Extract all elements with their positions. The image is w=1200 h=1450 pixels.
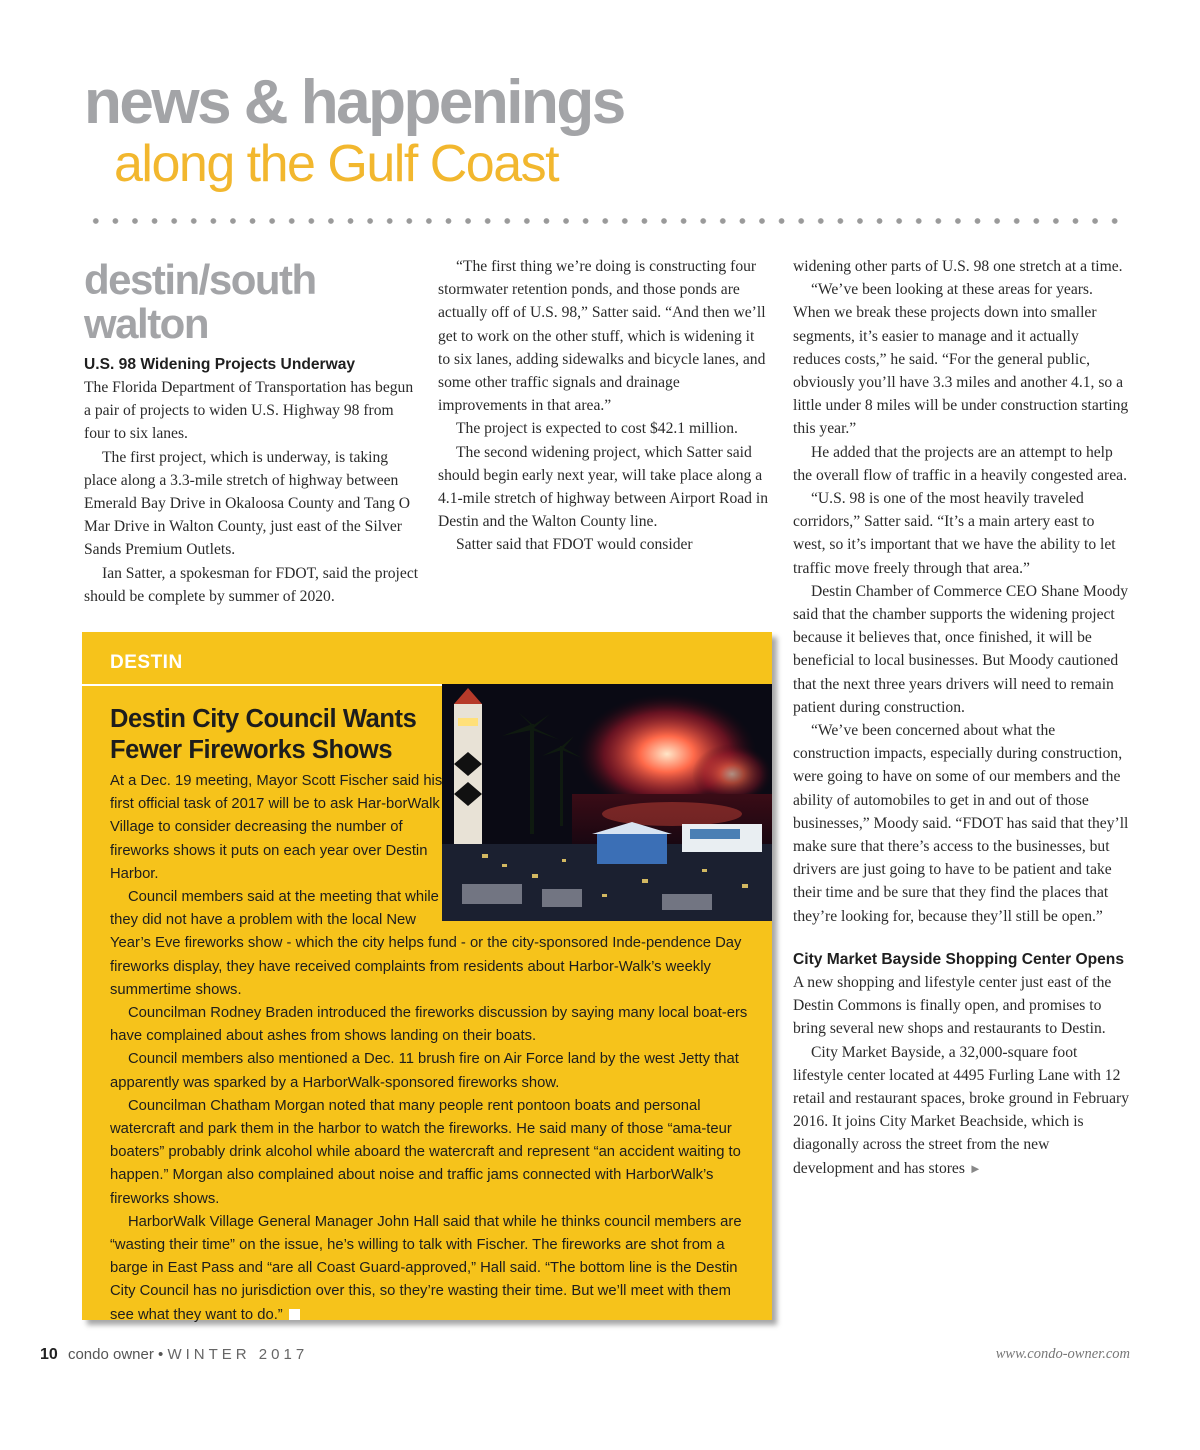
page-number: 10 xyxy=(40,1346,58,1363)
story-paragraph: The first project, which is underway, is taking place along a 3.3-mile stretch of highway between Emerald Bay Drive in Okaloosa County and Tang O Mar Drive in Walton County, just east of the Silver Sands Premium Outlets. xyxy=(84,448,411,559)
sidebar-paragraph: At a Dec. 19 meeting, Mayor Scott Fischer said his first official task of 2017 will be to ask Har-borWalk Village to consider decreasing the number of fireworks shows it puts on each year over Destin Harbor. xyxy=(110,773,443,882)
magazine-name: condo owner xyxy=(67,1346,154,1363)
story2-paragraph: A new shopping and lifestyle center just east of the Destin Commons is finally open, and promises to bring several new shops and restaurants to Destin. xyxy=(793,973,1112,1038)
story2-paragraph xyxy=(793,1041,1129,1180)
issue-season: WINTER 2017 xyxy=(167,1346,309,1363)
masthead-title: news & happenings xyxy=(84,68,624,137)
page-footer xyxy=(40,1346,1130,1370)
section-title: destin/south walton xyxy=(84,256,316,347)
story2-paragraph-text: City Market Bayside, a 32,000-square foot lifestyle center located at 4495 Furling Lane with 12 retail and restaurant spaces, broke ground in February 2016. It joins City Market Beachside, which is diagonally across the street from the new development and has stores xyxy=(793,1043,1130,1177)
sidebar-paragraph: Councilman Rodney Braden introduced the fireworks discussion by saying many local boat-ers have complained about ashes from shows landing on their boats. xyxy=(110,1005,748,1045)
story-headline: U.S. 98 Widening Projects Underway xyxy=(84,356,356,373)
story-paragraph: Destin Chamber of Commerce CEO Shane Moody said that the chamber supports the widening project because it believes that, once finished, it will be beneficial to local businesses. But Moody cautioned that the next three years drivers will need to remain patient during construction. xyxy=(793,582,1129,716)
end-mark-icon xyxy=(289,1309,300,1320)
story-paragraph: “We’ve been looking at these areas for years. When we break these projects down into smaller segments, it’s easier to manage and it actually reduces costs,” he said. “For the general public, obviously you’ll have 3.3 miles and another 4.1, so a little under 8 miles will be under construction starting this year.” xyxy=(793,281,1129,438)
sidebar-headline: Destin City Council Wants Fewer Fireworks Shows xyxy=(110,705,417,764)
sidebar-paragraph xyxy=(110,1211,748,1327)
sidebar-box xyxy=(82,632,772,1323)
story-paragraph: “The first thing we’re doing is constructing four stormwater retention ponds, and those ponds are actually off of U.S. 98,” Satter said. “And then we’ll get to work on the other stuff, which is widening it to six lanes, adding sidewalks and bicycle lanes, and some other traffic signals and drainage improvements in that area.” xyxy=(438,258,766,415)
story-paragraph: Satter said that FDOT would consider xyxy=(456,536,693,554)
story-paragraph: widening other parts of U.S. 98 one stretch at a time. xyxy=(793,258,1123,275)
story-paragraph: The project is expected to cost $42.1 million. xyxy=(456,420,738,438)
sidebar-paragraph-text: HarborWalk Village General Manager John Hall said that while he thinks council members are “wasting their time” on the issue, he’s willing to talk with Fischer. The fireworks are shot from a barge in East Pass and “are all Coast Guard-approved,” Hall said. “The bottom line is the Destin City Council has no jurisdiction over this, so they’re wasting their time. But we’ll meet with them see what they want to do.” xyxy=(110,1213,742,1323)
sidebar-paragraph: Council members said at the meeting that while they did not have a problem with the local New Year’s Eve fireworks show - which the city helps fund - or the city-sponsored Inde-pendence Day fireworks display, they have received complaints from residents about Harbor-Walk’s weekly summertime shows. xyxy=(110,889,742,998)
website-link[interactable]: www.condo-owner.com xyxy=(995,1346,1130,1362)
sidebar-paragraph: Council members also mentioned a Dec. 11 brush fire on Air Force land by the west Jetty that apparently was sparked by a HarborWalk-sponsored fireworks show. xyxy=(110,1051,739,1091)
column-3 xyxy=(793,255,1129,1180)
continue-arrow-icon: ► xyxy=(968,1160,982,1176)
sidebar-paragraph: Councilman Chatham Morgan noted that many people rent pontoon boats and personal watercraft and park them in the harbor to watch the fireworks. He said many of those “ama-teur boaters” probably drink alcohol while aboard the watercraft and represent “an accident waiting to happen.” Morgan also complained about noise and traffic jams connected with HarborWalk’s fireworks shows. xyxy=(110,1097,741,1207)
sidebar-label: DESTIN xyxy=(110,652,183,673)
column-2 xyxy=(438,255,768,557)
story-paragraph: He added that the projects are an attempt to help the overall flow of traffic in a heavily congested area. xyxy=(793,443,1127,484)
story2-headline: City Market Bayside Shopping Center Opens xyxy=(793,950,1125,968)
column-1 xyxy=(84,258,420,608)
masthead-subtitle: along the Gulf Coast xyxy=(114,135,559,193)
dotted-divider xyxy=(86,216,1130,226)
story-paragraph: Ian Satter, a spokesman for FDOT, said the project should be complete by summer of 2020. xyxy=(84,564,419,605)
photo-wrap-spacer xyxy=(446,770,748,918)
story-paragraph: “U.S. 98 is one of the most heavily traveled corridors,” Satter said. “It’s a main artery east to west, so it’s important that we have the ability to let traffic move freely through that area.” xyxy=(793,490,1116,577)
footer-separator: • xyxy=(158,1346,164,1363)
story-paragraph: “We’ve been concerned about what the construction impacts, especially during construction, were going to have on some of our members and the ability of automobiles to get in and out of those businesses,” Moody said. “FDOT has said that they’ll make sure that there’s access to the businesses, but drivers are just going to have to be patient and take their time and be sure that they find the places that they’re looking for, because they’ll still be open.” xyxy=(793,722,1129,925)
story-paragraph: The Florida Department of Transportation has begun a pair of projects to widen U.S. Highway 98 from four to six lanes. xyxy=(84,379,414,443)
story-paragraph: The second widening project, which Satter said should begin early next year, will take place along a 4.1-mile stretch of highway between Airport Road in Destin and the Walton County line. xyxy=(438,443,768,531)
sidebar-body xyxy=(110,770,748,1327)
